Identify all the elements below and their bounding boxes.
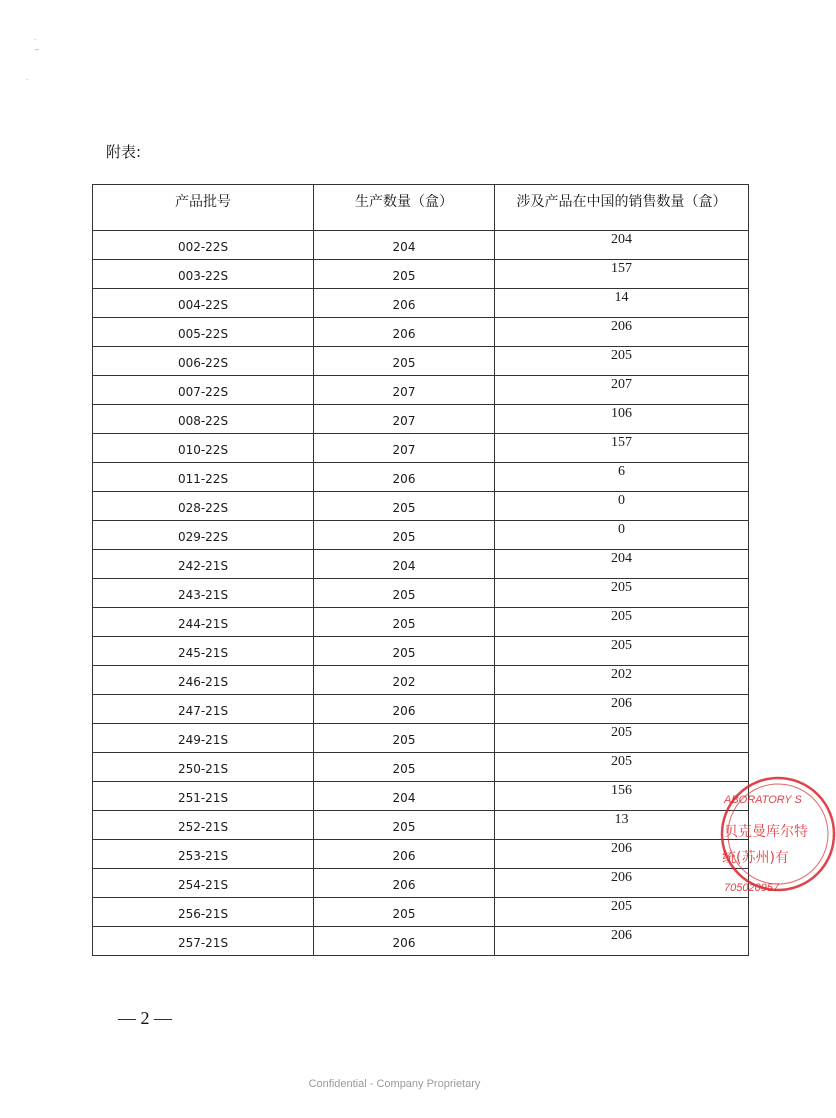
- table-row: [93, 608, 749, 637]
- table-row: [93, 521, 749, 550]
- cell-china-sales-quantity: 204: [495, 231, 749, 260]
- cell-china-sales-quantity: 205: [495, 347, 749, 376]
- cell-batch-number: 253-21S: [93, 840, 314, 869]
- table-row: [93, 463, 749, 492]
- cell-production-quantity: 207: [314, 434, 495, 463]
- cell-batch-number: 257-21S: [93, 927, 314, 956]
- cell-production-quantity: 206: [314, 927, 495, 956]
- cell-production-quantity: 206: [314, 463, 495, 492]
- cell-batch-number: 249-21S: [93, 724, 314, 753]
- table-body: [93, 231, 749, 956]
- cell-production-quantity: 205: [314, 521, 495, 550]
- cell-china-sales-quantity: 6: [495, 463, 749, 492]
- cell-china-sales-quantity: 205: [495, 637, 749, 666]
- table-row: [93, 550, 749, 579]
- cell-china-sales-quantity: 206: [495, 318, 749, 347]
- cell-china-sales-quantity: 205: [495, 579, 749, 608]
- seal-text-bottom: 705020957: [724, 882, 780, 894]
- table-row: [93, 811, 749, 840]
- cell-production-quantity: 205: [314, 753, 495, 782]
- cell-china-sales-quantity: 13: [495, 811, 749, 840]
- cell-production-quantity: 207: [314, 376, 495, 405]
- cell-china-sales-quantity: 206: [495, 869, 749, 898]
- cell-batch-number: 247-21S: [93, 695, 314, 724]
- cell-production-quantity: 205: [314, 898, 495, 927]
- seal-text-top: ABORATORY S: [724, 794, 802, 806]
- table-row: [93, 434, 749, 463]
- cell-production-quantity: 207: [314, 405, 495, 434]
- cell-batch-number: 243-21S: [93, 579, 314, 608]
- cell-batch-number: 251-21S: [93, 782, 314, 811]
- cell-production-quantity: 204: [314, 231, 495, 260]
- cell-production-quantity: 206: [314, 695, 495, 724]
- cell-china-sales-quantity: 156: [495, 782, 749, 811]
- scan-speck: -: [34, 36, 37, 44]
- cell-china-sales-quantity: 0: [495, 492, 749, 521]
- table-row: [93, 869, 749, 898]
- cell-china-sales-quantity: 106: [495, 405, 749, 434]
- cell-china-sales-quantity: 206: [495, 840, 749, 869]
- table-row: [93, 405, 749, 434]
- cell-china-sales-quantity: 202: [495, 666, 749, 695]
- cell-production-quantity: 205: [314, 608, 495, 637]
- table-row: [93, 637, 749, 666]
- page-number: — 2 —: [118, 1008, 172, 1028]
- cell-china-sales-quantity: 157: [495, 434, 749, 463]
- table-row: [93, 579, 749, 608]
- cell-production-quantity: 205: [314, 347, 495, 376]
- cell-production-quantity: 205: [314, 492, 495, 521]
- cell-production-quantity: 205: [314, 260, 495, 289]
- cell-china-sales-quantity: 206: [495, 927, 749, 956]
- table-row: [93, 347, 749, 376]
- table-row: [93, 492, 749, 521]
- confidential-footer: Confidential - Company Proprietary: [308, 1078, 481, 1090]
- scan-speck: ~: [34, 46, 40, 54]
- table-header-row: [93, 185, 749, 231]
- cell-china-sales-quantity: 207: [495, 376, 749, 405]
- header-batch-number: 产品批号: [93, 185, 314, 231]
- seal-text-line2: 统(苏州)有: [722, 850, 789, 866]
- cell-batch-number: 011-22S: [93, 463, 314, 492]
- cell-china-sales-quantity: 205: [495, 753, 749, 782]
- cell-production-quantity: 205: [314, 637, 495, 666]
- cell-batch-number: 245-21S: [93, 637, 314, 666]
- scan-speck: -: [26, 76, 29, 84]
- cell-production-quantity: 202: [314, 666, 495, 695]
- cell-batch-number: 006-22S: [93, 347, 314, 376]
- cell-china-sales-quantity: 205: [495, 724, 749, 753]
- cell-batch-number: 029-22S: [93, 521, 314, 550]
- cell-batch-number: 005-22S: [93, 318, 314, 347]
- cell-production-quantity: 204: [314, 550, 495, 579]
- cell-production-quantity: 204: [314, 782, 495, 811]
- cell-china-sales-quantity: 14: [495, 289, 749, 318]
- cell-batch-number: 254-21S: [93, 869, 314, 898]
- cell-china-sales-quantity: 205: [495, 898, 749, 927]
- cell-production-quantity: 205: [314, 579, 495, 608]
- table-row: [93, 898, 749, 927]
- table-row: [93, 695, 749, 724]
- cell-china-sales-quantity: 205: [495, 608, 749, 637]
- table-row: [93, 666, 749, 695]
- cell-batch-number: 246-21S: [93, 666, 314, 695]
- table-row: [93, 753, 749, 782]
- table-row: [93, 782, 749, 811]
- cell-production-quantity: 206: [314, 869, 495, 898]
- cell-batch-number: 256-21S: [93, 898, 314, 927]
- page-title: 附表:: [106, 143, 142, 161]
- cell-batch-number: 252-21S: [93, 811, 314, 840]
- table-row: [93, 840, 749, 869]
- cell-batch-number: 008-22S: [93, 405, 314, 434]
- cell-batch-number: 242-21S: [93, 550, 314, 579]
- table-row: [93, 318, 749, 347]
- cell-batch-number: 003-22S: [93, 260, 314, 289]
- cell-china-sales-quantity: 206: [495, 695, 749, 724]
- cell-production-quantity: 205: [314, 811, 495, 840]
- header-production-quantity: 生产数量（盒）: [314, 185, 495, 231]
- table-row: [93, 289, 749, 318]
- table-row: [93, 376, 749, 405]
- cell-batch-number: 250-21S: [93, 753, 314, 782]
- table-row: [93, 231, 749, 260]
- header-china-sales-quantity: 涉及产品在中国的销售数量（盒）: [495, 185, 749, 231]
- cell-china-sales-quantity: 157: [495, 260, 749, 289]
- cell-china-sales-quantity: 0: [495, 521, 749, 550]
- cell-batch-number: 010-22S: [93, 434, 314, 463]
- table-row: [93, 927, 749, 956]
- cell-batch-number: 007-22S: [93, 376, 314, 405]
- cell-china-sales-quantity: 204: [495, 550, 749, 579]
- cell-batch-number: 004-22S: [93, 289, 314, 318]
- cell-production-quantity: 205: [314, 724, 495, 753]
- cell-production-quantity: 206: [314, 318, 495, 347]
- seal-text-line1: 贝克曼库尔特: [724, 824, 808, 840]
- cell-batch-number: 028-22S: [93, 492, 314, 521]
- company-seal: [716, 776, 836, 906]
- cell-production-quantity: 206: [314, 289, 495, 318]
- table-row: [93, 724, 749, 753]
- cell-batch-number: 244-21S: [93, 608, 314, 637]
- cell-batch-number: 002-22S: [93, 231, 314, 260]
- cell-production-quantity: 206: [314, 840, 495, 869]
- batch-table: [92, 184, 749, 956]
- table-row: [93, 260, 749, 289]
